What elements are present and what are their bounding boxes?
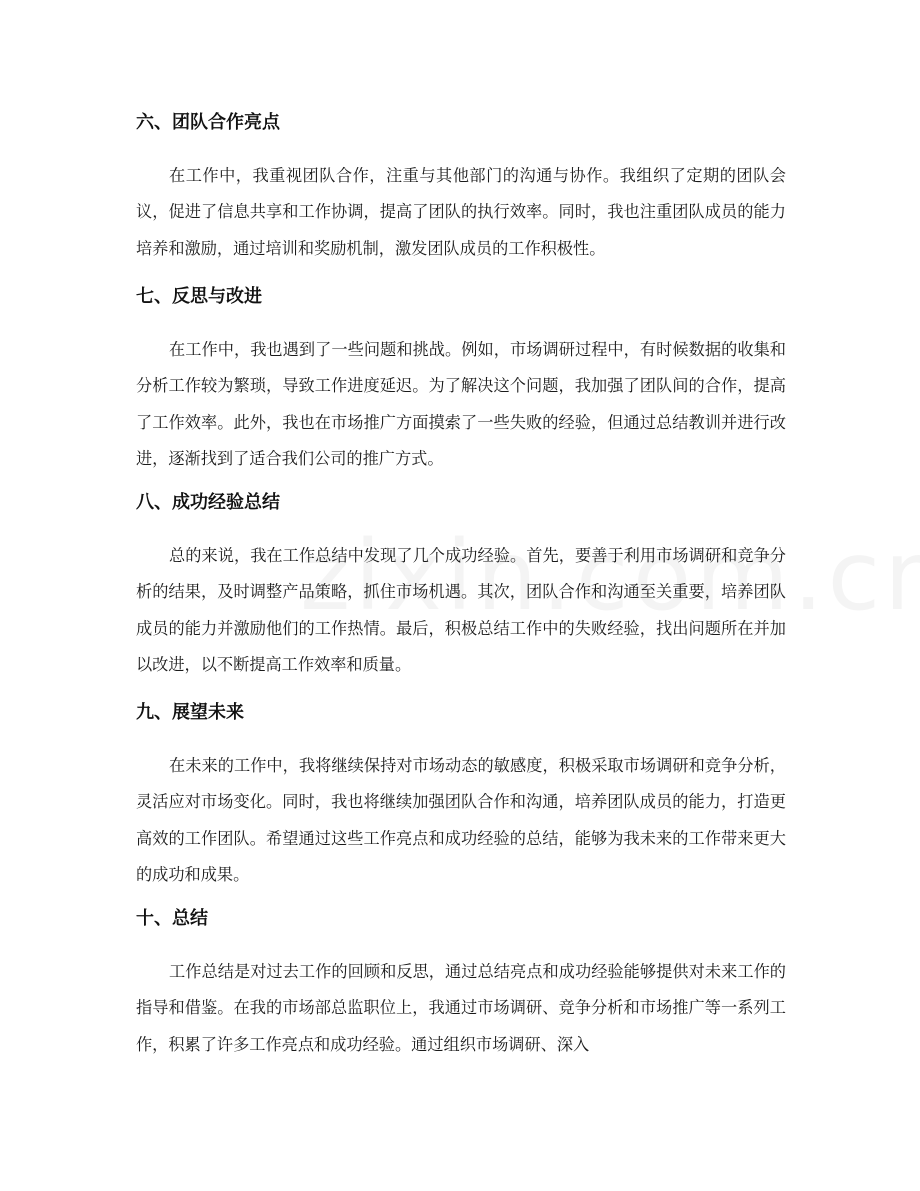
section-paragraph: 总的来说，我在工作总结中发现了几个成功经验。首先，要善于利用市场调研和竞争分析的结果，及时调整产品策略，抓住市场机遇。其次，团队合作和沟通至关重要，培养团队成员的能力并激励他们的工作热情。最后，积极总结工作中的失败经验，找出问题所在并加以改进，以不断提高工作效率和质量。 — [136, 546, 786, 675]
section-paragraph: 在未来的工作中，我将继续保持对市场动态的敏感度，积极采取市场调研和竞争分析，灵活应对市场变化。同时，我也将继续加强团队合作和沟通，培养团队成员的能力，打造更高效的工作团队。希望通过这些工作亮点和成功经验的总结，能够为我未来的工作带来更大的成功和成果。 — [136, 756, 786, 885]
section-paragraph: 在工作中，我也遇到了一些问题和挑战。例如，市场调研过程中，有时候数据的收集和分析工作较为繁琐，导致工作进度延迟。为了解决这个问题，我加强了团队间的合作，提高了工作效率。此外，我也在市场推广方面摸索了一些失败的经验，但通过总结教训并进行改进，逐渐找到了适合我们公司的推广方式。 — [136, 340, 786, 469]
section-heading: 六、团队合作亮点 — [136, 112, 280, 133]
section-success-experience — [136, 490, 786, 684]
section-summary — [136, 906, 786, 1063]
section-team-cooperation — [136, 110, 786, 267]
section-reflection — [136, 284, 786, 478]
section-outlook — [136, 700, 786, 894]
section-heading: 八、成功经验总结 — [136, 492, 280, 513]
section-paragraph: 在工作中，我重视团队合作，注重与其他部门的沟通与协作。我组织了定期的团队会议，促进了信息共享和工作协调，提高了团队的执行效率。同时，我也注重团队成员的能力培养和激励，通过培训和奖励机制，激发团队成员的工作积极性。 — [136, 166, 786, 258]
section-heading: 七、反思与改进 — [136, 286, 262, 307]
section-paragraph: 工作总结是对过去工作的回顾和反思，通过总结亮点和成功经验能够提供对未来工作的指导和借鉴。在我的市场部总监职位上，我通过市场调研、竞争分析和市场推广等一系列工作，积累了许多工作亮点和成功经验。通过组织市场调研、深入 — [136, 962, 786, 1054]
section-heading: 十、总结 — [136, 908, 208, 929]
section-heading: 九、展望未来 — [136, 702, 244, 723]
